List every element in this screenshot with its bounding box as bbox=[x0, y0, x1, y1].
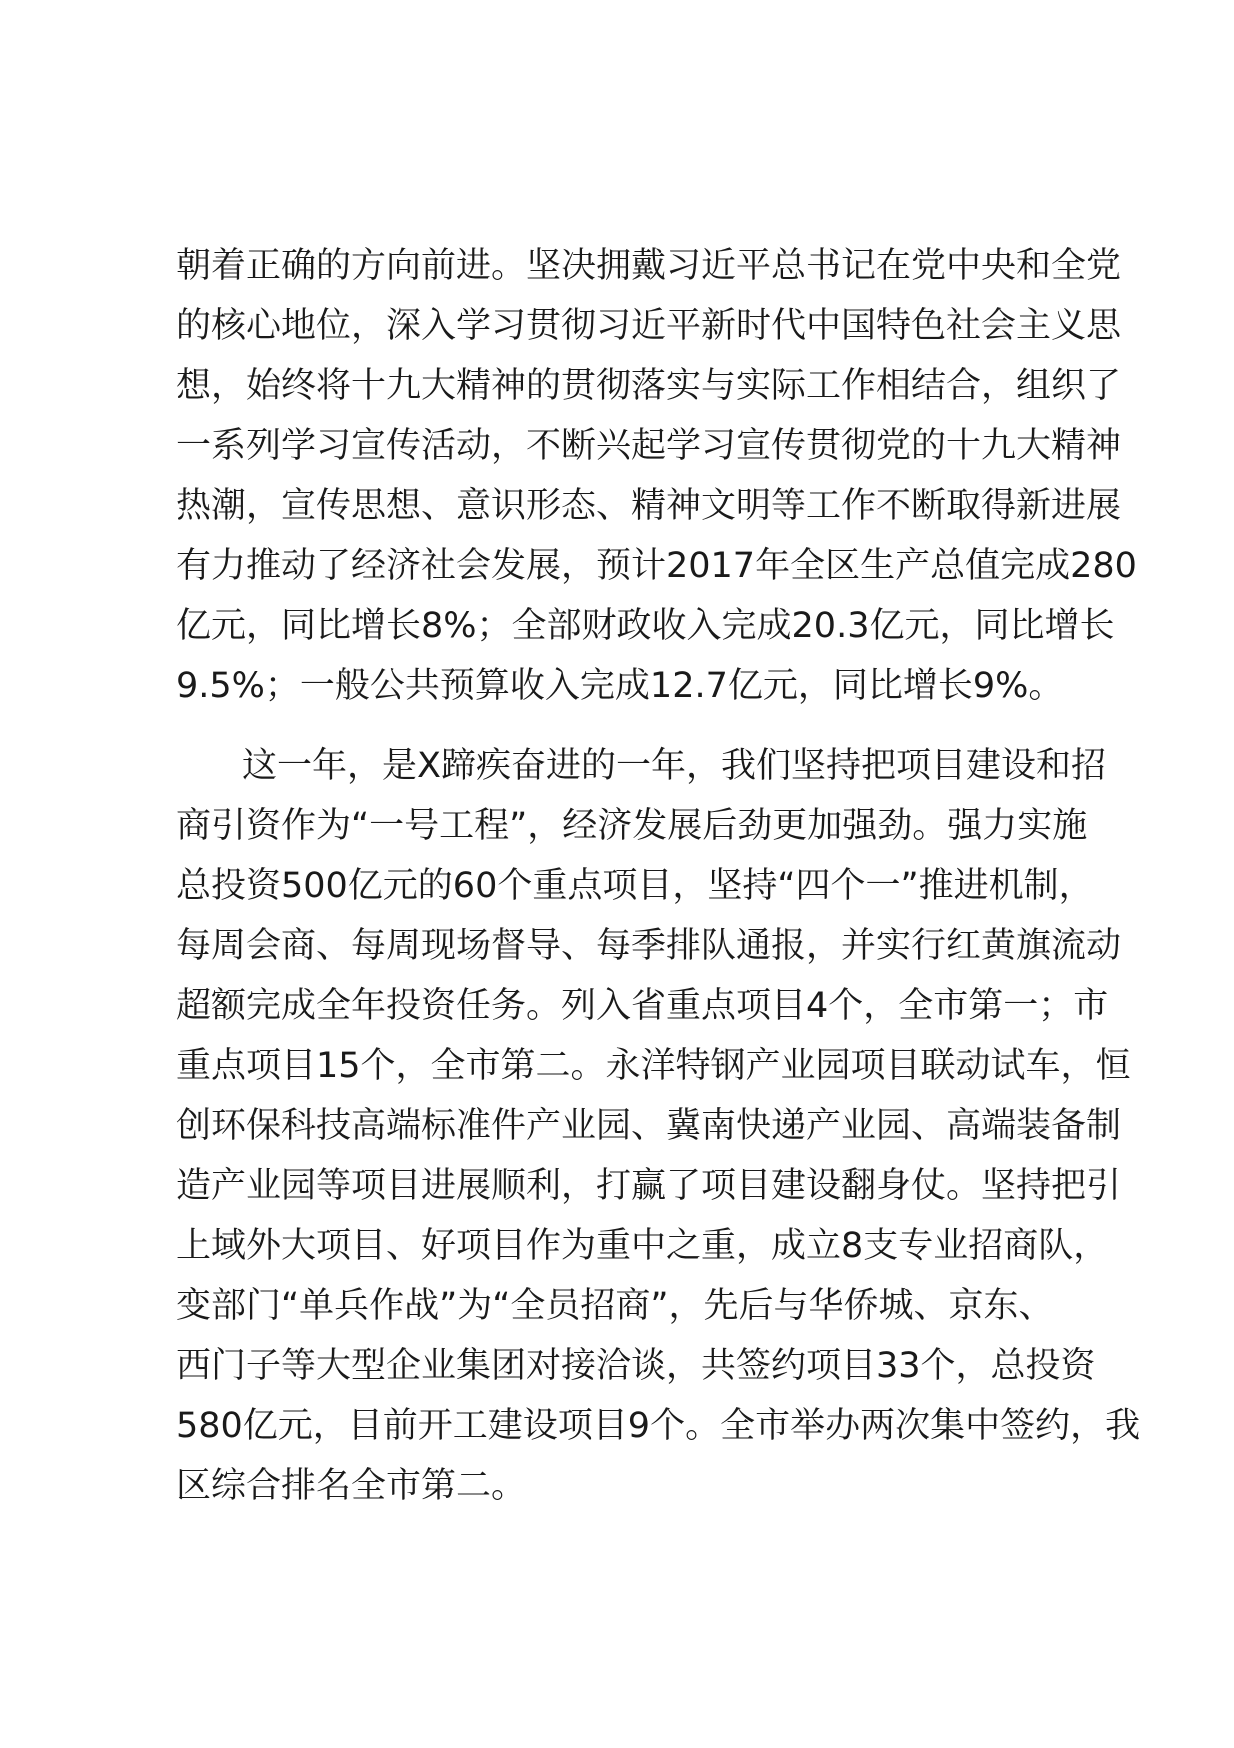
paragraph-line: 重点项目15个，全市第二。永洋特钢产业园项目联动试车，恒 bbox=[176, 1046, 1131, 1086]
paragraph-line: 朝着正确的方向前进。坚决拥戴习近平总书记在党中央和全党 bbox=[176, 246, 1122, 286]
paragraph-line: 创环保科技高端标准件产业园、冀南快递产业园、高端装备制 bbox=[176, 1106, 1122, 1146]
paragraph-line: 580亿元，目前开工建设项目9个。全市举办两次集中签约，我 bbox=[176, 1406, 1141, 1446]
paragraph-line: 造产业园等项目进展顺利，打赢了项目建设翻身仗。坚持把引 bbox=[176, 1166, 1122, 1206]
paragraph-2 bbox=[176, 736, 1141, 1516]
paragraph-line: 一系列学习宣传活动，不断兴起学习宣传贯彻党的十九大精神 bbox=[176, 426, 1122, 466]
paragraph-line: 超额完成全年投资任务。列入省重点项目4个，全市第一；市 bbox=[176, 986, 1109, 1026]
paragraph-line: 亿元，同比增长8%；全部财政收入完成20.3亿元，同比增长 bbox=[176, 606, 1115, 646]
paragraph-line: 区综合排名全市第二。 bbox=[176, 1466, 527, 1506]
paragraph-first-line: 这一年，是X蹄疾奋进的一年，我们坚持把项目建设和招 bbox=[242, 746, 1106, 786]
paragraph-line: 变部门“单兵作战”为“全员招商”，先后与华侨城、京东、 bbox=[176, 1286, 1054, 1326]
paragraph-line: 西门子等大型企业集团对接洽谈，共签约项目33个，总投资 bbox=[176, 1346, 1096, 1386]
paragraph-line: 有力推动了经济社会发展，预计2017年全区生产总值完成280 bbox=[176, 546, 1137, 586]
paragraph-line: 每周会商、每周现场督导、每季排队通报，并实行红黄旗流动 bbox=[176, 926, 1122, 966]
paragraph-line: 9.5%；一般公共预算收入完成12.7亿元，同比增长9%。 bbox=[176, 666, 1064, 706]
paragraph-line: 的核心地位，深入学习贯彻习近平新时代中国特色社会主义思 bbox=[176, 306, 1122, 346]
paragraph-line: 想，始终将十九大精神的贯彻落实与实际工作相结合，组织了 bbox=[176, 366, 1122, 406]
paragraph-line: 上域外大项目、好项目作为重中之重，成立8支专业招商队， bbox=[176, 1226, 1109, 1266]
paragraph-line: 总投资500亿元的60个重点项目，坚持“四个一”推进机制， bbox=[176, 866, 1094, 906]
paragraph-1 bbox=[176, 236, 1137, 716]
paragraph-line: 商引资作为“一号工程”，经济发展后劲更加强劲。强力实施 bbox=[176, 806, 1088, 846]
paragraph-line: 热潮，宣传思想、意识形态、精神文明等工作不断取得新进展 bbox=[176, 486, 1122, 526]
